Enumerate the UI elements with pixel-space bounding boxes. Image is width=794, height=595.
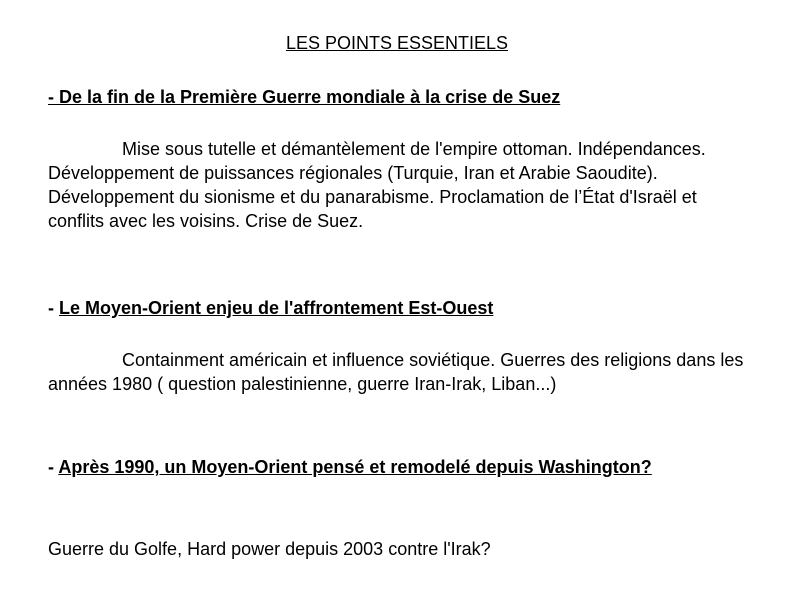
section-heading-1-text: De la fin de la Première Guerre mondiale à la crise de Suez	[59, 87, 561, 107]
section-heading-1-prefix: -	[48, 87, 59, 107]
section-body-1: Mise sous tutelle et démantèlement de l'empire ottoman. Indépendances. Développement de puissances régionales (Turquie, Iran et Arabie Saoudite). Développement du sionisme et du panarabisme. Proclamation de l’État d'Israël et conflits avec les voisins. Crise de Suez.	[48, 139, 706, 231]
section-body-3: Guerre du Golfe, Hard power depuis 2003 contre l'Irak?	[48, 539, 491, 559]
page-title: LES POINTS ESSENTIELS	[285, 33, 509, 53]
section-heading-3-prefix: -	[48, 457, 59, 477]
section-heading-1	[48, 85, 738, 109]
section-body-2: Containment américain et influence soviétique. Guerres des religions dans les années 1980 ( question palestinienne, guerre Iran-Irak, Liban...)	[48, 350, 744, 394]
section-heading-2	[48, 296, 738, 320]
section-heading-2-prefix: -	[48, 298, 59, 318]
section-heading-3-text: Après 1990, un Moyen-Orient pensé et remodelé depuis Washington?	[58, 457, 652, 477]
section-heading-3	[48, 455, 738, 479]
section-heading-2-text: Le Moyen-Orient enjeu de l'affrontement Est-Ouest	[59, 298, 494, 318]
